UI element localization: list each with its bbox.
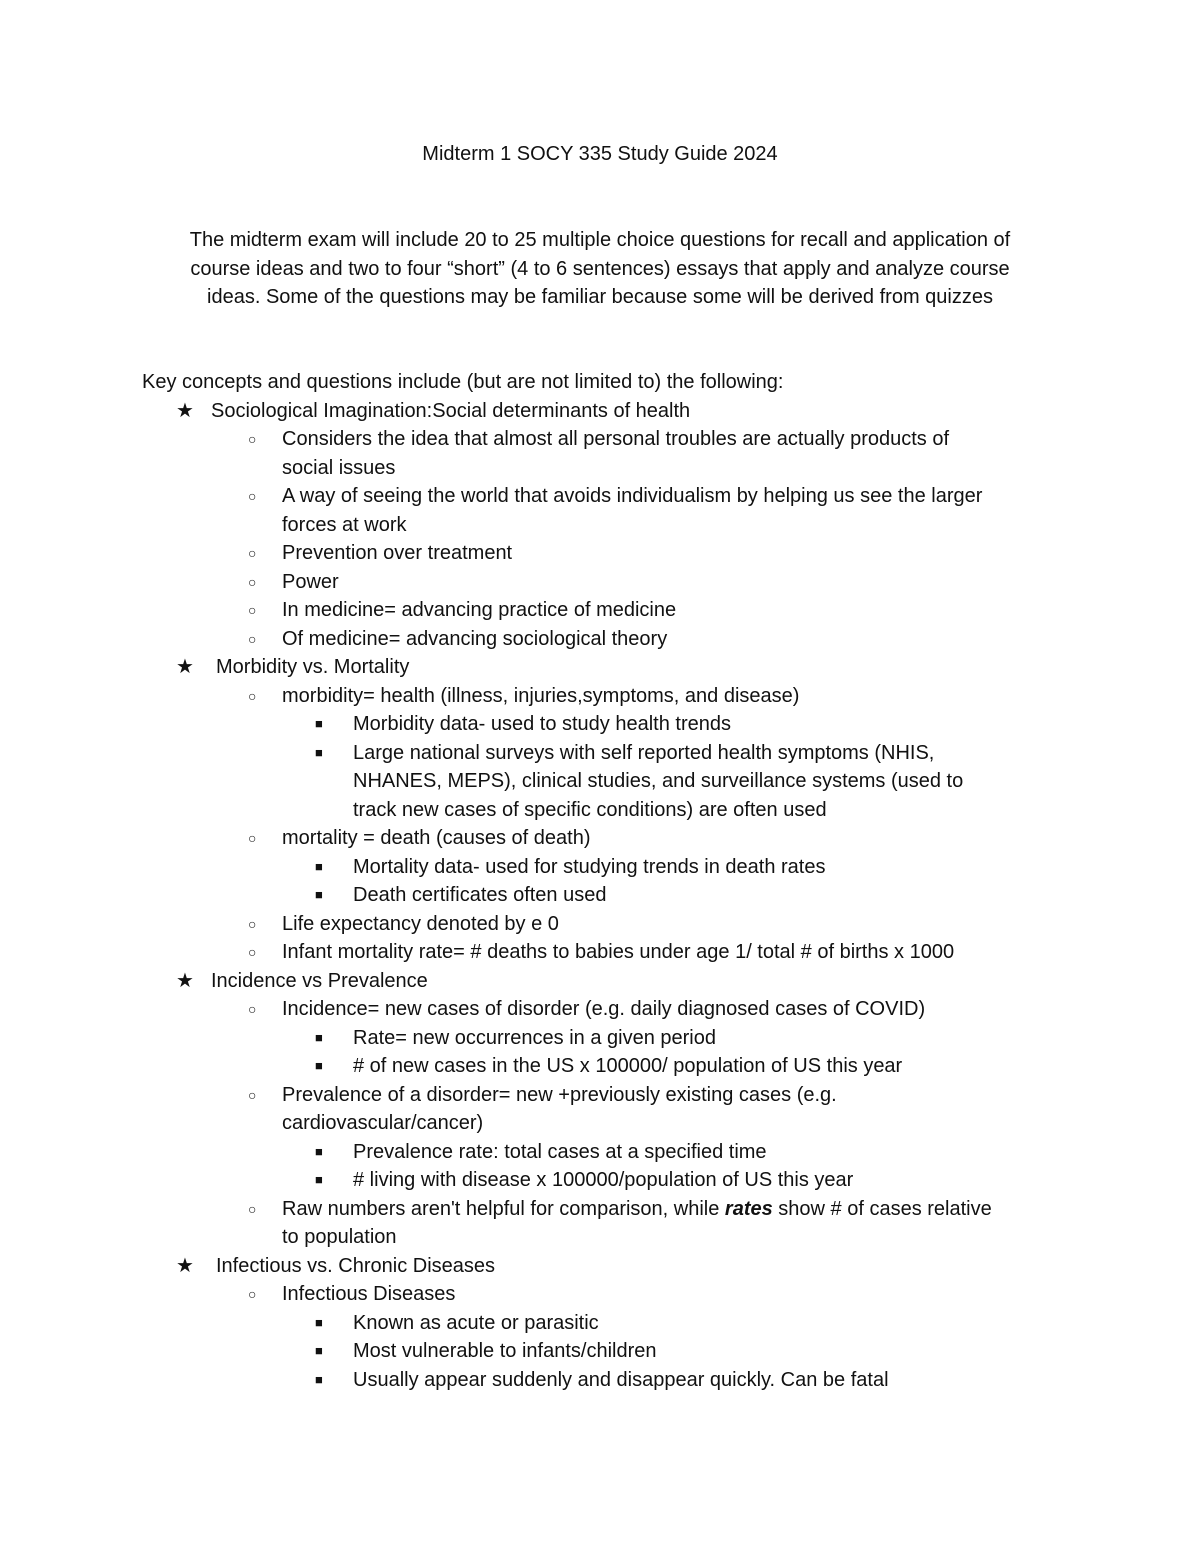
sub-list-item	[0, 1024, 1200, 1053]
list-item	[0, 425, 1200, 454]
list-item-continuation	[0, 511, 1200, 540]
list-item-text: social issues	[282, 456, 396, 479]
list-item	[0, 995, 1200, 1024]
list-item	[0, 482, 1200, 511]
sub-list-item-continuation	[0, 767, 1200, 796]
circle-bullet-icon: ○	[248, 1200, 257, 1217]
list-item	[0, 1280, 1200, 1309]
circle-bullet-icon: ○	[248, 1086, 257, 1103]
circle-bullet-icon: ○	[248, 1286, 257, 1302]
square-bullet-icon: ■	[315, 744, 323, 760]
sub-list-item	[0, 710, 1200, 739]
list-item-text-part: Raw numbers aren't helpful for comparison, while	[282, 1197, 725, 1220]
list-item-text: In medicine= advancing practice of medicine	[282, 599, 677, 621]
sub-list-item-text: Usually appear suddenly and disappear quickly. Can be fatal	[353, 1368, 889, 1391]
list-item	[0, 938, 1200, 967]
circle-bullet-icon: ○	[248, 1001, 257, 1017]
square-bullet-icon: ■	[315, 716, 323, 731]
star-bullet-icon: ★	[176, 656, 194, 678]
list-item-text: A way of seeing the world that avoids individualism by helping us see the larger	[282, 485, 983, 507]
emphasized-word: rates	[724, 1197, 773, 1220]
section-heading: Sociological Imagination:Social determinants of health	[211, 399, 691, 422]
list-item-text: Power	[282, 570, 339, 593]
sub-list-item-continuation	[0, 796, 1200, 825]
section-heading: Incidence vs Prevalence	[211, 969, 428, 992]
sub-list-item	[0, 881, 1200, 910]
sub-list-item	[0, 739, 1200, 768]
list-item-text: Infectious Diseases	[282, 1283, 456, 1305]
circle-bullet-icon: ○	[248, 545, 257, 561]
sub-list-item	[0, 853, 1200, 882]
sub-list-item	[0, 1138, 1200, 1167]
circle-bullet-icon: ○	[248, 687, 257, 704]
section-sociological-imagination	[0, 397, 1200, 426]
circle-bullet-icon: ○	[248, 830, 257, 846]
square-bullet-icon: ■	[315, 1143, 323, 1159]
square-bullet-icon: ■	[315, 1058, 323, 1073]
list-item-text: Prevalence of a disorder= new +previously existing cases (e.g.	[282, 1083, 837, 1106]
section-heading: Morbidity vs. Mortality	[216, 656, 410, 678]
list-item	[0, 539, 1200, 568]
list-item-text: forces at work	[282, 513, 407, 536]
square-bullet-icon: ■	[315, 887, 323, 902]
list-item-text: cardiovascular/cancer)	[282, 1112, 484, 1134]
circle-bullet-icon: ○	[248, 488, 257, 504]
section-infectious-chronic	[0, 1252, 1200, 1281]
list-item	[0, 910, 1200, 939]
square-bullet-icon: ■	[315, 1343, 323, 1358]
list-item-text: to population	[282, 1226, 397, 1248]
list-item	[0, 596, 1200, 625]
list-item-continuation	[0, 454, 1200, 483]
list-item	[0, 824, 1200, 853]
sub-list-item	[0, 1337, 1200, 1366]
star-bullet-icon: ★	[176, 969, 194, 992]
sub-list-item-text: # of new cases in the US x 100000/ population of US this year	[353, 1055, 903, 1077]
sub-list-item	[0, 1052, 1200, 1081]
star-bullet-icon: ★	[176, 1254, 194, 1277]
list-item-text: Life expectancy denoted by e 0	[282, 912, 559, 935]
sub-list-item	[0, 1366, 1200, 1395]
sub-list-item	[0, 1309, 1200, 1338]
circle-bullet-icon: ○	[248, 630, 257, 647]
section-heading: Infectious vs. Chronic Diseases	[216, 1254, 496, 1277]
list-item	[0, 568, 1200, 597]
sub-list-item	[0, 1166, 1200, 1195]
circle-bullet-icon: ○	[248, 431, 257, 447]
list-item-text	[282, 1195, 992, 1224]
section-incidence-prevalence	[0, 967, 1200, 996]
square-bullet-icon: ■	[315, 1371, 323, 1387]
list-item-text: mortality = death (causes of death)	[282, 827, 591, 849]
list-item-continuation	[0, 1109, 1200, 1138]
sub-list-item-text: Most vulnerable to infants/children	[353, 1340, 657, 1362]
intro-paragraph	[150, 226, 1050, 312]
list-item-text: Prevention over treatment	[282, 542, 513, 564]
section-morbidity-mortality	[0, 653, 1200, 682]
list-item-continuation	[0, 1223, 1200, 1252]
sub-list-item-text: Prevalence rate: total cases at a specified time	[353, 1140, 767, 1163]
list-item-text: Infant mortality rate= # deaths to babies under age 1/ total # of births x 1000	[282, 941, 955, 963]
list-item	[0, 682, 1200, 711]
sub-list-item-text: # living with disease x 100000/population of US this year	[353, 1169, 854, 1191]
sub-list-item-text: track new cases of specific conditions) are often used	[353, 798, 827, 821]
list-item	[0, 1081, 1200, 1110]
square-bullet-icon: ■	[315, 858, 323, 874]
square-bullet-icon: ■	[315, 1172, 323, 1187]
sub-list-item-text: Mortality data- used for studying trends in death rates	[353, 855, 826, 878]
sub-list-item-text: Known as acute or parasitic	[353, 1311, 599, 1334]
sub-list-item-text: Morbidity data- used to study health trends	[353, 713, 731, 735]
circle-bullet-icon: ○	[248, 602, 257, 618]
star-bullet-icon: ★	[176, 399, 194, 422]
key-concepts-intro: Key concepts and questions include (but are not limited to) the following:	[142, 371, 784, 393]
circle-bullet-icon: ○	[248, 573, 257, 590]
list-item-text: Incidence= new cases of disorder (e.g. daily diagnosed cases of COVID)	[282, 998, 926, 1020]
key-concepts-list	[0, 368, 1200, 1394]
square-bullet-icon: ■	[315, 1314, 323, 1330]
list-item	[0, 1195, 1200, 1224]
page-title: Midterm 1 SOCY 335 Study Guide 2024	[422, 143, 778, 165]
intro-line: ideas. Some of the questions may be familiar because some will be derived from quizzes	[207, 286, 993, 308]
list-item-text: Considers the idea that almost all personal troubles are actually products of	[282, 428, 950, 450]
intro-line: course ideas and two to four “short” (4 to 6 sentences) essays that apply and analyze course	[190, 257, 1010, 280]
list-item	[0, 625, 1200, 654]
sub-list-item-text: Death certificates often used	[353, 884, 607, 906]
sub-list-item-text: NHANES, MEPS), clinical studies, and surveillance systems (used to	[353, 770, 964, 792]
list-item-text: Of medicine= advancing sociological theory	[282, 627, 668, 650]
circle-bullet-icon: ○	[248, 944, 257, 960]
list-item-text-part: show # of cases relative	[772, 1197, 992, 1220]
sub-list-item-text: Rate= new occurrences in a given period	[353, 1026, 716, 1049]
list-item-text: morbidity= health (illness, injuries,symptoms, and disease)	[282, 684, 800, 707]
intro-line: The midterm exam will include 20 to 25 multiple choice questions for recall and application of	[189, 229, 1011, 251]
square-bullet-icon: ■	[315, 1029, 323, 1045]
sub-list-item-text: Large national surveys with self reported health symptoms (NHIS,	[353, 741, 935, 764]
circle-bullet-icon: ○	[248, 915, 257, 932]
